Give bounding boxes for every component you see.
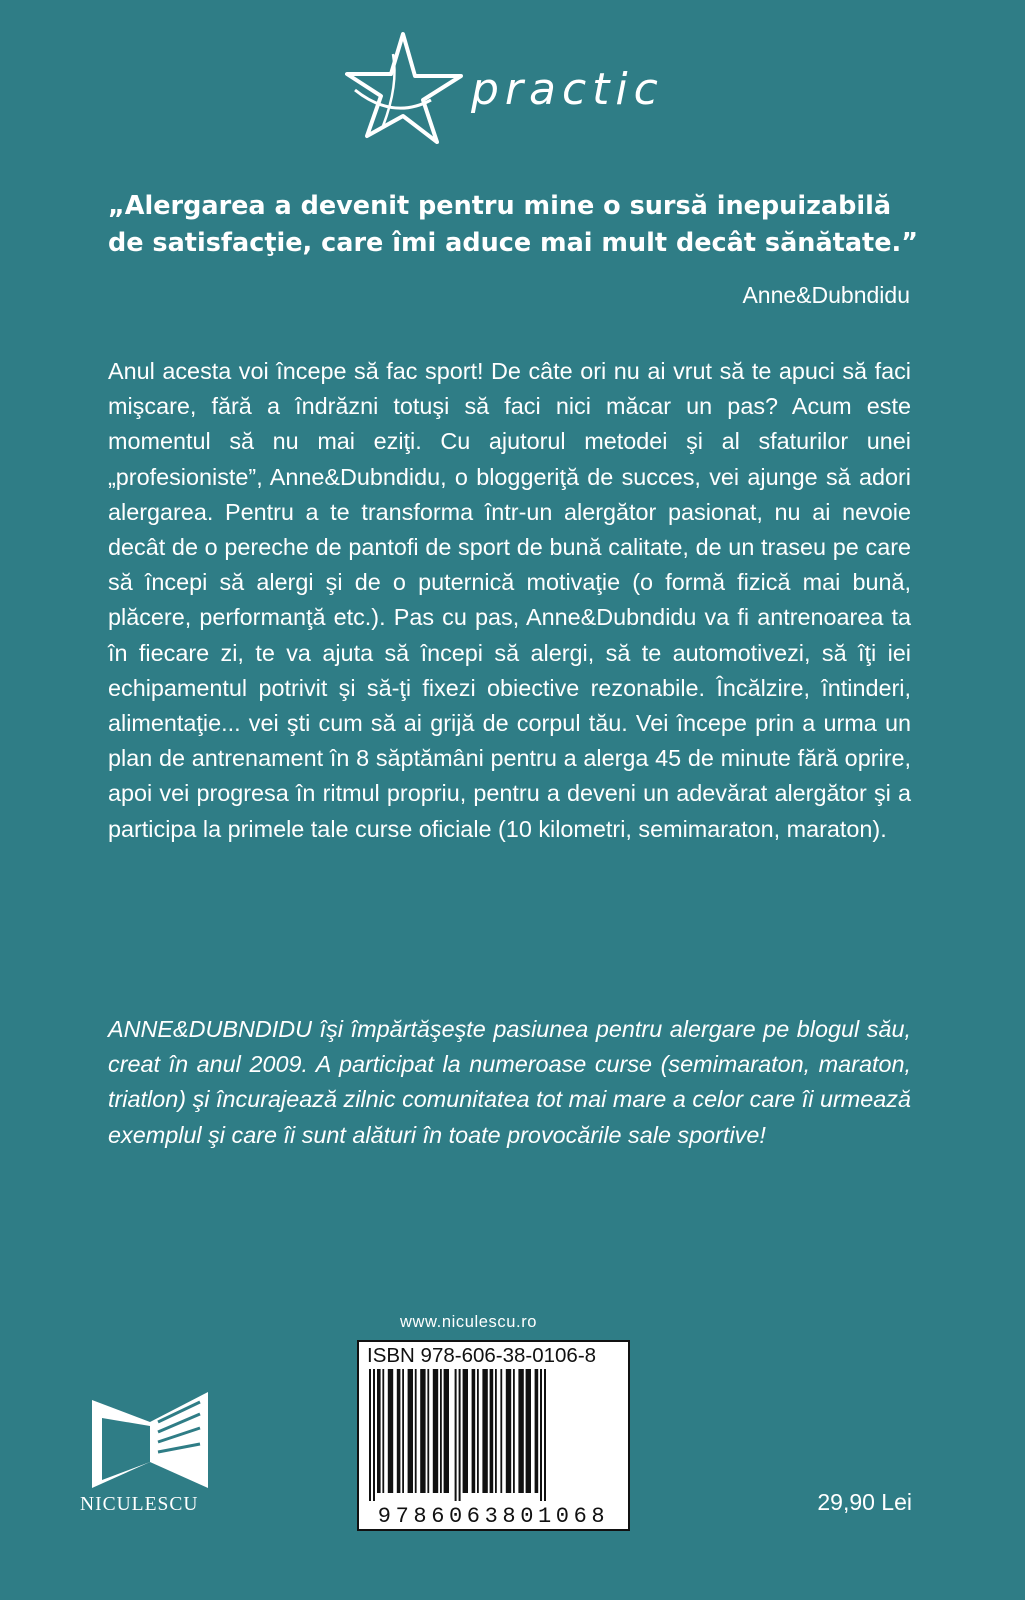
publisher-website: www.niculescu.ro: [400, 1313, 538, 1331]
series-name: practic: [471, 64, 664, 115]
barcode-digits: 9786063801068: [377, 1504, 610, 1529]
price: 29,90 Lei: [817, 1489, 912, 1515]
isbn-barcode: [357, 1340, 630, 1531]
author-bio: ANNE&DUBNDIDU îşi împărtăşeşte pasiunea pentru alergare pe blogul său, creat în anul 2009. A participat la numeroase curse (semimaraton, maraton, triatlon) şi încurajează zilnic comunitatea tot mai mare a celor care îi urmează exemplul şi care îi sunt alături în toate provocările sale sportive!: [108, 1016, 911, 1148]
publisher-name: NICULESCU: [80, 1494, 199, 1515]
series-header: [345, 30, 685, 150]
quote-author: Anne&Dubndidu: [742, 282, 910, 308]
isbn-number: ISBN 978-606-38-0106-8: [367, 1344, 597, 1367]
book-description: Anul acesta voi începe să fac sport! De câte ori nu ai vrut să te apuci să faci mişcare, fără a îndrăzni totuşi să faci nici măcar un pas? Acum este momentul să nu mai eziţi. Cu ajutorul metodei şi al sfaturilor unei „profesioniste”, Anne&Dubndidu, o bloggeriţă de succes, vei ajunge să adori alergarea. Pentru a te transforma într-un alergător pasionat, nu ai nevoie decât de o pereche de pantofi de sport de bună calitate, de un traseu pe care să începi să alergi şi de o puternică motivaţie (o formă fizică mai bună, plăcere, performanţă etc.). Pas cu pas, Anne&Dubndidu va fi antrenoarea ta în fiecare zi, te va ajuta să începi să alergi, să te automotivezi, să îţi iei echipamentul potrivit şi să-ţi fixezi obiective rezonabile. Încălzire, întinderi, alimentaţie... vei şti cum să ai grijă de corpul tău. Vei începe prin a urma un plan de antrenament în 8 săptămâni pentru a alerga 45 de minute fără oprire, apoi vei progresa în ritmul propriu, pentru a deveni un adevărat alergător şi a participa la primele tale curse oficiale (10 kilometri, semimaraton, maraton).: [108, 358, 911, 842]
cover-quote: „Alergarea a devenit pentru mine o sursă inepuizabilă de satisfacţie, care îmi aduce mai mult decât sănătate.”: [108, 191, 918, 258]
barcode-icon: [365, 1369, 624, 1501]
star-icon: [345, 30, 465, 148]
publisher-logo-icon: [92, 1392, 208, 1488]
